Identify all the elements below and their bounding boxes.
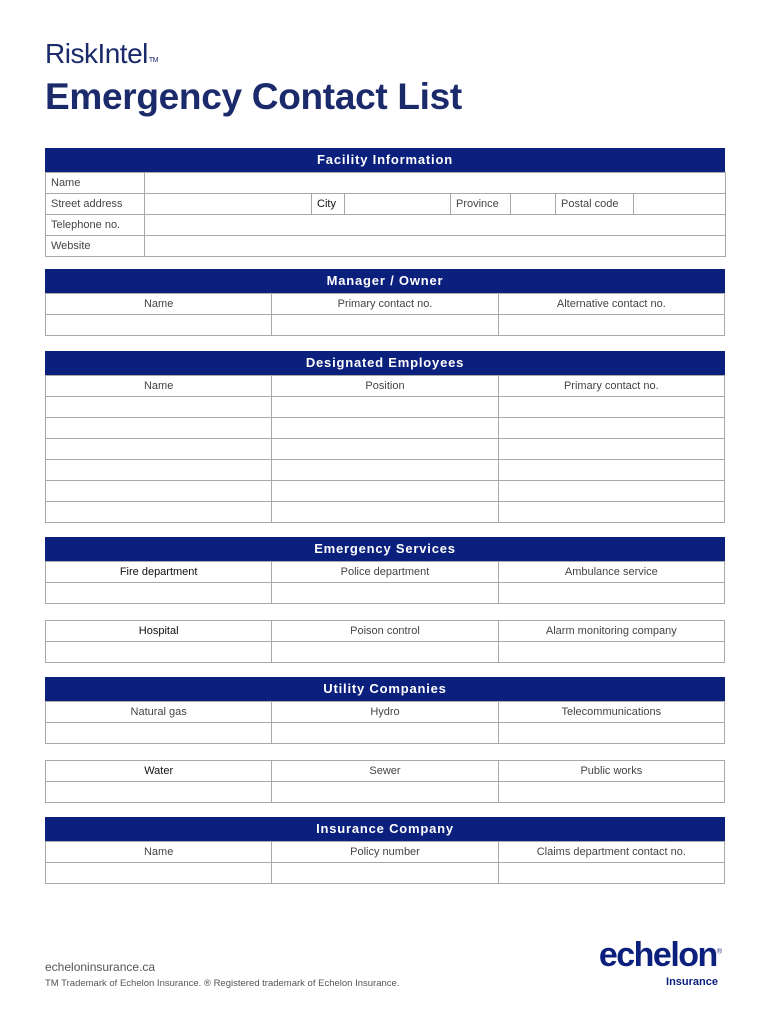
employees-header-row (46, 376, 725, 397)
insurance-entry-row (46, 863, 725, 884)
utility-header-row (46, 702, 725, 723)
employees-col-name: Name (46, 376, 272, 397)
utility-table-1 (45, 701, 725, 744)
employee-name-field[interactable] (46, 502, 272, 523)
utility-header-row (46, 761, 725, 782)
employee-contact-field[interactable] (498, 439, 724, 460)
utility-heading: Utility Companies (45, 677, 725, 701)
police-department-field[interactable] (272, 583, 498, 604)
insurance-table (45, 841, 725, 884)
logo-registered-mark: ® (716, 948, 722, 956)
city-field[interactable] (345, 194, 451, 215)
footer-trademark-notice: TM Trademark of Echelon Insurance. ® Registered trademark of Echelon Insurance. (45, 978, 400, 989)
manager-table (45, 293, 725, 336)
facility-name-row (46, 173, 726, 194)
emergency-table-2 (45, 620, 725, 663)
brand-logo (45, 38, 158, 70)
employees-col-position: Position (272, 376, 498, 397)
facility-address-row (46, 194, 726, 215)
public-works-label: Public works (498, 761, 724, 782)
website-label: Website (46, 236, 145, 257)
telephone-field[interactable] (145, 215, 726, 236)
hospital-field[interactable] (46, 642, 272, 663)
emergency-entry-row (46, 642, 725, 663)
employee-entry-row (46, 439, 725, 460)
fire-department-field[interactable] (46, 583, 272, 604)
facility-name-label: Name (46, 173, 145, 194)
employee-name-field[interactable] (46, 418, 272, 439)
alarm-monitoring-field[interactable] (498, 642, 724, 663)
hydro-field[interactable] (272, 723, 498, 744)
natural-gas-label: Natural gas (46, 702, 272, 723)
insurance-heading: Insurance Company (45, 817, 725, 841)
employees-table (45, 375, 725, 523)
street-address-label: Street address (46, 194, 145, 215)
manager-name-field[interactable] (46, 315, 272, 336)
sewer-label: Sewer (272, 761, 498, 782)
utility-table-2 (45, 760, 725, 803)
manager-section (45, 269, 725, 336)
city-label: City (312, 194, 345, 215)
echelon-logo-word (599, 936, 722, 975)
insurance-name-field[interactable] (46, 863, 272, 884)
echelon-logo (580, 936, 730, 992)
facility-telephone-row (46, 215, 726, 236)
emergency-table-1 (45, 561, 725, 604)
natural-gas-field[interactable] (46, 723, 272, 744)
insurance-section (45, 817, 725, 884)
hospital-label: Hospital (46, 621, 272, 642)
manager-col-name: Name (46, 294, 272, 315)
insurance-claims-field[interactable] (498, 863, 724, 884)
manager-primary-field[interactable] (272, 315, 498, 336)
insurance-col-policy: Policy number (272, 842, 498, 863)
manager-entry-row (46, 315, 725, 336)
employee-contact-field[interactable] (498, 502, 724, 523)
insurance-policy-field[interactable] (272, 863, 498, 884)
hydro-label: Hydro (272, 702, 498, 723)
employee-entry-row (46, 481, 725, 502)
employees-heading: Designated Employees (45, 351, 725, 375)
echelon-logo-subtitle: Insurance (666, 976, 718, 988)
ambulance-service-field[interactable] (498, 583, 724, 604)
emergency-header-row (46, 621, 725, 642)
employees-section (45, 351, 725, 523)
postal-code-field[interactable] (634, 194, 726, 215)
employee-entry-row (46, 397, 725, 418)
employee-position-field[interactable] (272, 481, 498, 502)
page-title: Emergency Contact List (45, 76, 462, 117)
logo-wordmark: echelon (598, 936, 717, 974)
employee-position-field[interactable] (272, 397, 498, 418)
emergency-entry-row (46, 583, 725, 604)
telecommunications-field[interactable] (498, 723, 724, 744)
telecommunications-label: Telecommunications (498, 702, 724, 723)
sewer-field[interactable] (272, 782, 498, 803)
emergency-header-row (46, 562, 725, 583)
employees-col-primary: Primary contact no. (498, 376, 724, 397)
employee-name-field[interactable] (46, 397, 272, 418)
utility-section (45, 677, 725, 803)
emergency-section (45, 537, 725, 663)
employee-entry-row (46, 460, 725, 481)
insurance-col-name: Name (46, 842, 272, 863)
brand-name: RiskIntel (45, 38, 148, 69)
employee-entry-row (46, 418, 725, 439)
facility-name-field[interactable] (145, 173, 726, 194)
employee-name-field[interactable] (46, 439, 272, 460)
website-field[interactable] (145, 236, 726, 257)
utility-entry-row (46, 782, 725, 803)
province-field[interactable] (511, 194, 556, 215)
employee-contact-field[interactable] (498, 460, 724, 481)
manager-heading: Manager / Owner (45, 269, 725, 293)
manager-col-primary: Primary contact no. (272, 294, 498, 315)
police-department-label: Police department (272, 562, 498, 583)
facility-section (45, 148, 725, 257)
footer-website-link[interactable]: echeloninsurance.ca (45, 960, 156, 974)
manager-col-alternative: Alternative contact no. (498, 294, 724, 315)
street-address-field[interactable] (145, 194, 312, 215)
province-label: Province (451, 194, 511, 215)
employee-position-field[interactable] (272, 502, 498, 523)
water-field[interactable] (46, 782, 272, 803)
employee-contact-field[interactable] (498, 481, 724, 502)
insurance-header-row (46, 842, 725, 863)
employee-name-field[interactable] (46, 460, 272, 481)
employee-contact-field[interactable] (498, 397, 724, 418)
poison-control-field[interactable] (272, 642, 498, 663)
ambulance-service-label: Ambulance service (498, 562, 724, 583)
water-label: Water (46, 761, 272, 782)
public-works-field[interactable] (498, 782, 724, 803)
postal-code-label: Postal code (556, 194, 634, 215)
employee-position-field[interactable] (272, 460, 498, 481)
utility-entry-row (46, 723, 725, 744)
brand-trademark: TM (148, 57, 158, 64)
employee-name-field[interactable] (46, 481, 272, 502)
fire-department-label: Fire department (46, 562, 272, 583)
employee-position-field[interactable] (272, 439, 498, 460)
employee-position-field[interactable] (272, 418, 498, 439)
facility-website-row (46, 236, 726, 257)
manager-header-row (46, 294, 725, 315)
manager-alternative-field[interactable] (498, 315, 724, 336)
employee-contact-field[interactable] (498, 418, 724, 439)
employee-entry-row (46, 502, 725, 523)
telephone-label: Telephone no. (46, 215, 145, 236)
facility-table (45, 172, 726, 257)
facility-heading: Facility Information (45, 148, 725, 172)
insurance-col-claims: Claims department contact no. (498, 842, 724, 863)
emergency-heading: Emergency Services (45, 537, 725, 561)
poison-control-label: Poison control (272, 621, 498, 642)
alarm-monitoring-label: Alarm monitoring company (498, 621, 724, 642)
